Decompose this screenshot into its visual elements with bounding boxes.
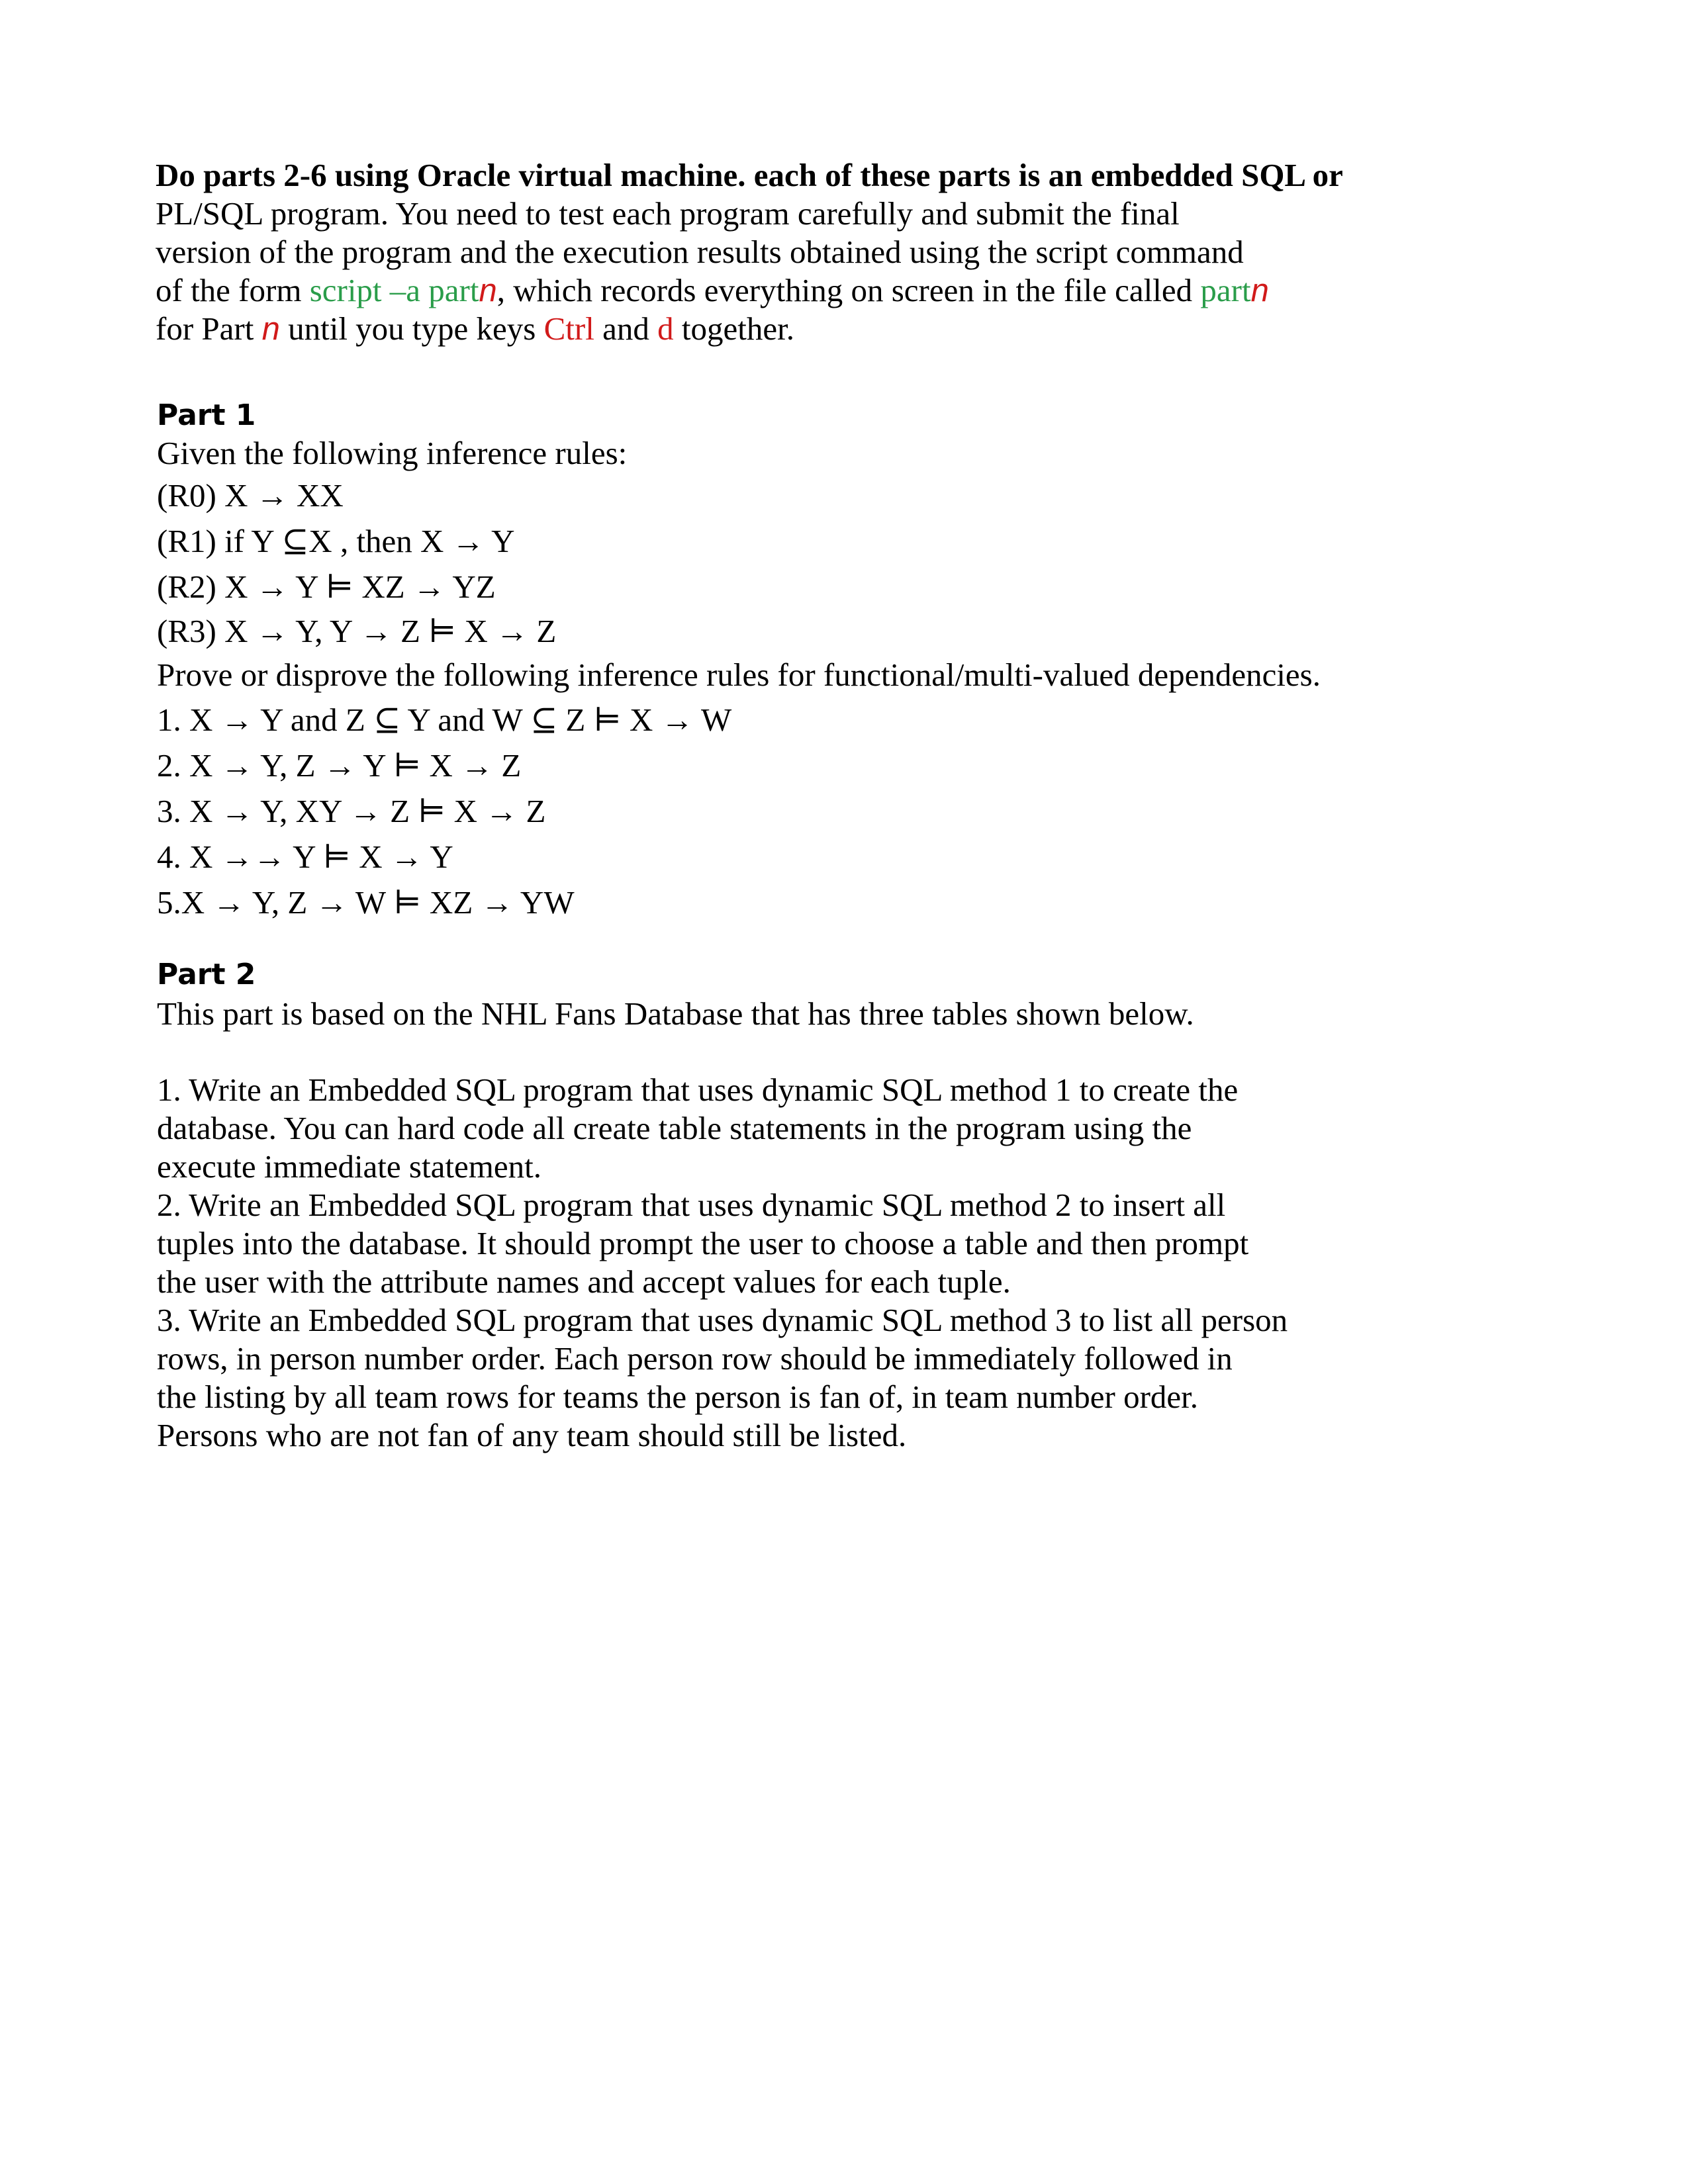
part2-line: tuples into the database. It should prompt the user to choose a table and then prompt <box>157 1225 1249 1261</box>
intro-text: of the form <box>156 272 310 308</box>
intro-text: , which records everything on screen in the file called <box>496 272 1201 308</box>
part2-line: the listing by all team rows for teams the person is fan of, in team number order. <box>157 1379 1199 1415</box>
intro-text: until you type keys <box>279 310 544 347</box>
spacer <box>157 1033 1288 1071</box>
part2-heading: Part 2 <box>157 958 256 991</box>
part2-line: execute immediate statement. <box>157 1148 541 1185</box>
key-d: d <box>657 310 674 347</box>
intro-text: and <box>594 310 658 347</box>
key-ctrl: Ctrl <box>543 310 594 347</box>
part1-line: Prove or disprove the following inference rules for functional/multi-valued dependencies. <box>157 657 1321 693</box>
part1-line: (R2) X → Y ⊨ XZ → YZ <box>157 569 496 605</box>
intro-line-2: PL/SQL program. You need to test each program carefully and submit the final <box>156 195 1180 232</box>
part1-line: 1. X → Y and Z ⊆ Y and W ⊆ Z ⊨ X → W <box>157 702 732 738</box>
script-command: script –a part <box>309 272 479 308</box>
variable-n: n <box>261 311 280 347</box>
part1-line: Given the following inference rules: <box>157 435 628 471</box>
intro-line-3: version of the program and the execution results obtained using the script command <box>156 234 1244 270</box>
part1-body <box>157 434 1321 925</box>
intro-paragraph <box>156 156 1479 348</box>
part2-line: 3. Write an Embedded SQL program that uses dynamic SQL method 3 to list all person <box>157 1302 1288 1338</box>
intro-text: for Part <box>156 310 262 347</box>
variable-n: n <box>479 273 497 308</box>
intro-text: together. <box>673 310 794 347</box>
part2-line: database. You can hard code all create table statements in the program using the <box>157 1110 1192 1146</box>
part2-line: rows, in person number order. Each person row should be immediately followed in <box>157 1340 1233 1377</box>
part2-line: 2. Write an Embedded SQL program that uses dynamic SQL method 2 to insert all <box>157 1187 1226 1223</box>
part1-line: 5.X → Y, Z → W ⊨ XZ → YW <box>157 884 575 921</box>
intro-line-4 <box>156 271 1479 310</box>
part1-line: 2. X → Y, Z → Y ⊨ X → Z <box>157 747 522 784</box>
intro-line-1: Do parts 2-6 using Oracle virtual machine. each of these parts is an embedded SQL or <box>156 157 1343 193</box>
part2-line: 1. Write an Embedded SQL program that uses dynamic SQL method 1 to create the <box>157 1071 1239 1108</box>
part2-intro: This part is based on the NHL Fans Database that has three tables shown below. <box>157 995 1194 1032</box>
part1-line: 3. X → Y, XY → Z ⊨ X → Z <box>157 793 546 829</box>
part1-line: 4. X →→ Y ⊨ X → Y <box>157 839 453 875</box>
part2-line: Persons who are not fan of any team should still be listed. <box>157 1417 907 1453</box>
file-name: part <box>1200 272 1251 308</box>
intro-line-5 <box>156 310 1479 348</box>
part1-heading: Part 1 <box>157 398 256 432</box>
part1-line: (R1) if Y ⊆X , then X → Y <box>157 523 515 559</box>
variable-n: n <box>1250 273 1269 308</box>
part1-line: (R3) X → Y, Y → Z ⊨ X → Z <box>157 613 557 649</box>
part2-body <box>157 995 1288 1455</box>
part2-line: the user with the attribute names and accept values for each tuple. <box>157 1263 1011 1300</box>
part1-line: (R0) X → XX <box>157 477 344 514</box>
